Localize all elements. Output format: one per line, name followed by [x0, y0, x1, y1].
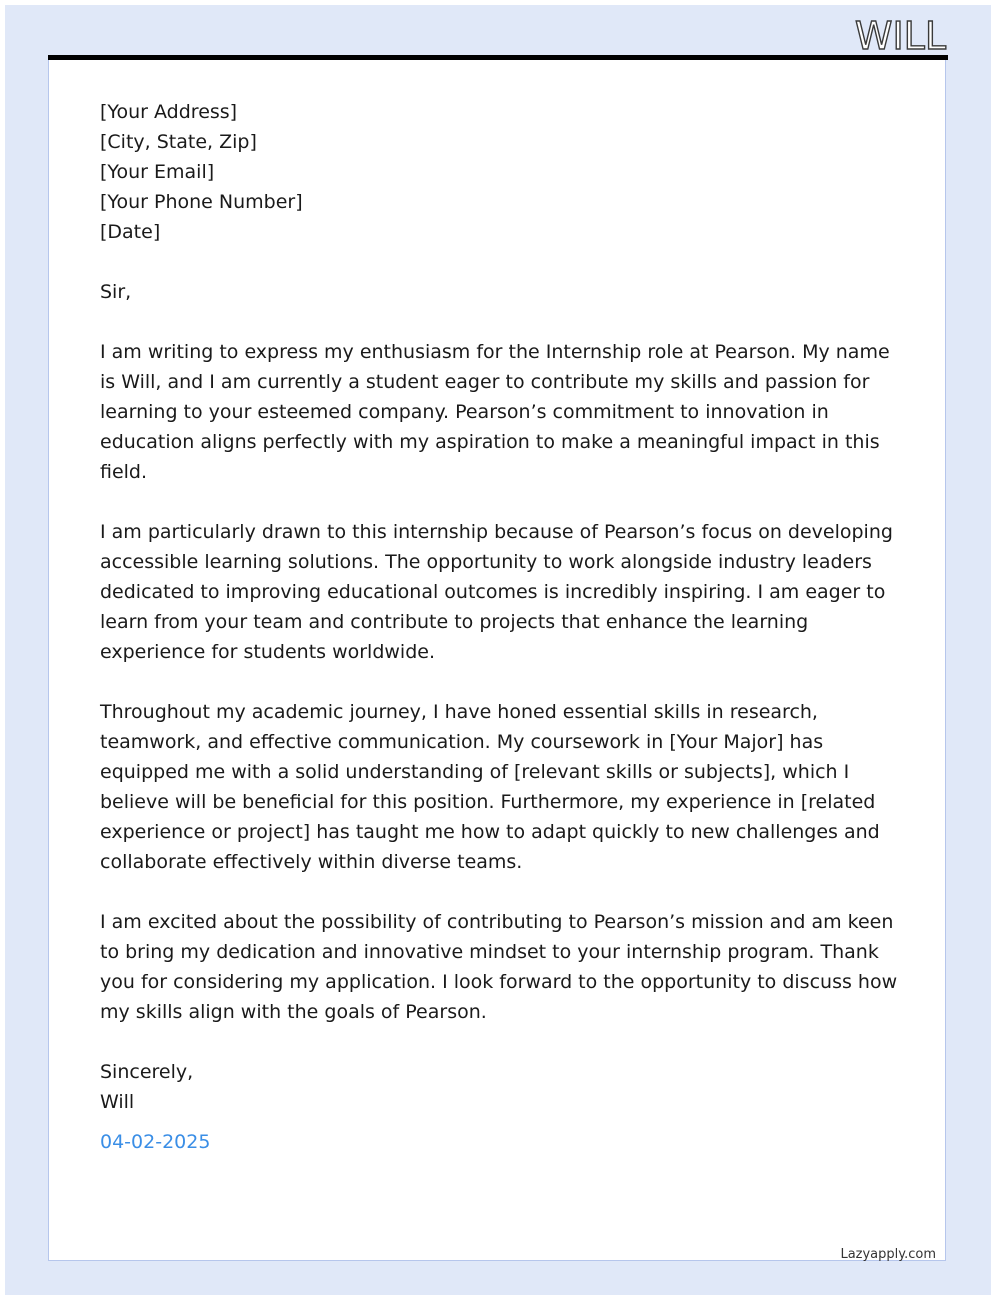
signature: Will [100, 1091, 135, 1113]
sender-address-block [100, 97, 900, 247]
body-paragraph: Throughout my academic journey, I have honed essential skills in research, teamwork, and effective communication. My coursework in [Your Major] has equipped me with a solid understanding of [relevant skills or subjects], which I believe will be beneficial for this position. Furthermore, my experience in [related experience or project] has taught me how to adapt quickly to new challenges and collaborate effectively within diverse teams. [100, 701, 880, 873]
header-bar [48, 55, 948, 60]
letter-body [100, 97, 900, 1157]
letter-date: 04-02-2025 [100, 1131, 211, 1153]
address-line: [Your Phone Number] [100, 191, 303, 213]
footer-credit: Lazyapply.com [840, 1247, 936, 1262]
address-line: [Your Address] [100, 101, 238, 123]
address-line: [Your Email] [100, 161, 215, 183]
body-paragraph: I am writing to express my enthusiasm for the Internship role at Pearson. My name is Will, and I am currently a student eager to contribute my skills and passion for learning to your esteemed company. Pearson’s commitment to innovation in education aligns perfectly with my aspiration to make a meaningful impact in this field. [100, 341, 890, 483]
address-line: [City, State, Zip] [100, 131, 257, 153]
body-paragraph: I am excited about the possibility of contributing to Pearson’s mission and am keen to bring my dedication and innovative mindset to your internship program. Thank you for considering my application. I look forward to the opportunity to discuss how my skills align with the goals of Pearson. [100, 911, 898, 1023]
body-paragraph: I am particularly drawn to this internship because of Pearson’s focus on developing accessible learning solutions. The opportunity to work alongside industry leaders dedicated to improving educational outcomes is incredibly inspiring. I am eager to learn from your team and contribute to projects that enhance the learning experience for students worldwide. [100, 521, 893, 663]
address-line: [Date] [100, 221, 161, 243]
brand-logo: WILL [854, 14, 946, 58]
salutation: Sir, [100, 281, 132, 303]
closing: Sincerely, [100, 1061, 194, 1083]
